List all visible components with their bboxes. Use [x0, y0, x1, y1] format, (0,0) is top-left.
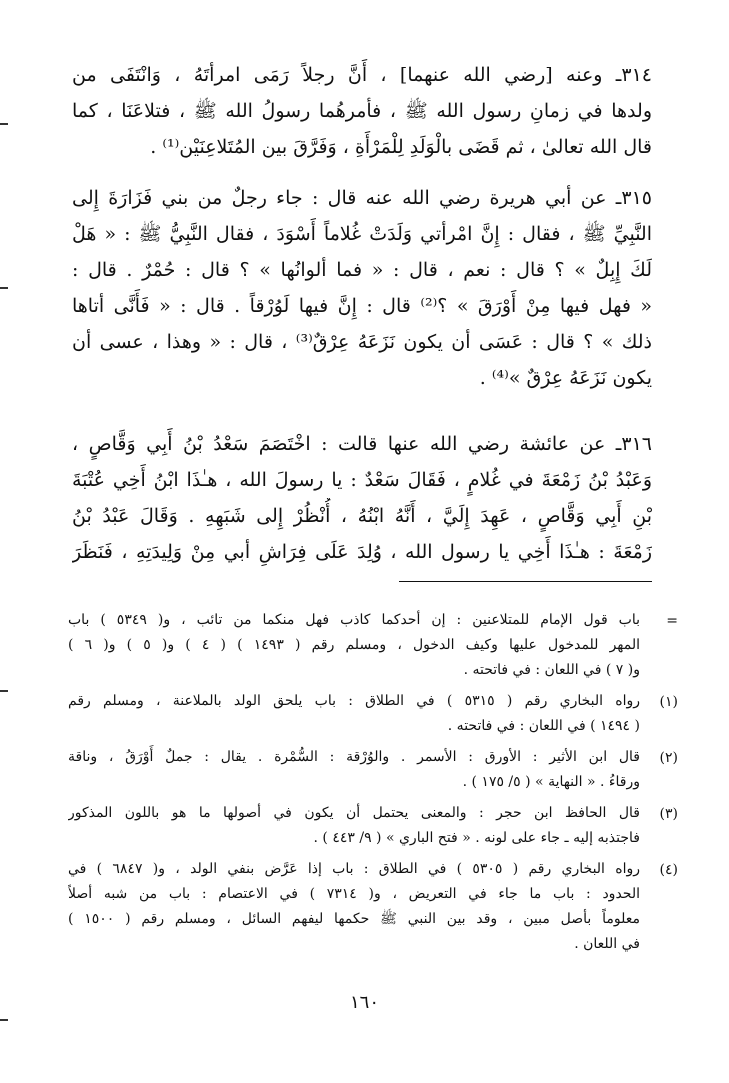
hadith-line: وَعَبْدُ بْنُ زَمْعَةَ في غُلامٍ ، فَقَالَ سَعْدٌ : يا رسولَ الله ، هـٰذَا ابْنُ أَخِي عُتْبَةَ — [72, 469, 652, 491]
footnote-3 — [68, 801, 678, 851]
page-number: ١٦٠ — [349, 992, 379, 1013]
hadith-line: ولدها في زمانِ رسول الله ﷺ ، فأمرهُما رسولُ الله ﷺ ، فتلاعَنَا ، كما — [72, 100, 652, 122]
hadith-314 — [72, 57, 652, 165]
margin-mark — [0, 1019, 8, 1021]
footnote-marker: (٤) — [659, 862, 678, 878]
footnote-marker: = — [666, 613, 678, 629]
footnote-line: المهر للمدخول عليها وكيف الدخول ، ومسلم رقم ( ١٤٩٣ ) ( ٤ ) و( ٥ ) و( ٦ ) — [68, 637, 640, 653]
footnote-line: فاجتذبه إليه ـ جاء على لونه . « فتح الباري » ( ٩/ ٤٤٣ ) . — [313, 830, 640, 846]
hadith-315 — [72, 180, 652, 396]
hadith-line: ٣١٥ـ عن أبي هريرة رضي الله عنه قال : جاء رجلٌ من بني فَزَارَةَ إِلى — [72, 187, 652, 209]
footnote-1 — [68, 689, 678, 739]
footnote-line: رواه البخاري رقم ( ٥٣٠٥ ) في الطلاق : باب إذا عَرَّض بنفي الولد ، و( ٦٨٤٧ ) في — [68, 861, 640, 877]
footnote-line: معلوماً بأصل مبين ، وقد بين النبي ﷺ حكمها ليفهم السائل ، ومسلم رقم ( ١٥٠٠ ) — [68, 911, 640, 927]
footnote-marker: (١) — [659, 694, 678, 710]
footnote-line: الحدود : باب ما جاء في التعريض ، و( ٧٣١٤ ) في الاعتصام : باب من شبه أصلاً — [68, 886, 640, 902]
hadith-line: لَكَ إِبِلٌ » ؟ قال : نعم ، قال : « فما ألوانُها » ؟ قال : حُمْرٌ . قال : — [72, 259, 652, 281]
hadith-line: بْنِ أَبِي وَقَّاصٍ ، عَهِدَ إِلَيَّ ، أَنَّهُ ابْنُهُ ، أُنْظُرْ إِلى شَبَهِهِ . وَقَالَ عَبْدُ بْنُ — [72, 505, 652, 527]
footnote-line: ( ١٤٩٤ ) في اللعان : في فاتحته . — [447, 718, 640, 734]
margin-mark — [0, 287, 8, 289]
footnote-line: ورقاءُ . « النهاية » ( ٥/ ١٧٥ ) . — [462, 774, 640, 790]
hadith-line: يكون نَزَعَهُ عِرْقٌ »⁽⁴⁾ . — [479, 367, 652, 389]
footnote-line: باب قول الإمام للمتلاعنين : إن أحدكما كاذب فهل منكما من تائب ، و( ٥٣٤٩ ) باب — [68, 612, 640, 628]
hadith-line: زَمْعَةَ : هـٰذَا أَخِي يا رسول الله ، وُلِدَ عَلَى فِرَاشِ أبي مِنْ وَلِيدَتِهِ ، فَنَظَرَ — [72, 541, 652, 563]
margin-mark — [0, 690, 8, 692]
footnote-marker: (٣) — [659, 806, 678, 822]
hadith-line: النَّبِيِّ ﷺ ، فقال : إِنَّ امْرأتي وَلَدَتْ غُلاماً أَسْوَدَ ، فقال النَّبِيُّ ﷺ : « هَلْ — [72, 223, 652, 245]
footnote-line: قال ابن الأثير : الأورق : الأسمر . والوُرْقة : السُّمْرة . يقال : جملٌ أَوْرَقُ ، وناقة — [68, 749, 640, 765]
footnote-line: و( ٧ ) في اللعان : في فاتحته . — [463, 662, 640, 678]
footnote-separator — [399, 581, 652, 582]
footnote-continued — [68, 608, 678, 683]
hadith-line: « فهل فيها مِنْ أَوْرَقَ » ؟⁽²⁾ قال : إِنَّ فيها لَوُرْقاً . قال : « فَأَنَّى أتاها — [72, 295, 652, 317]
footnote-marker: (٢) — [659, 750, 678, 766]
footnote-2 — [68, 745, 678, 795]
hadith-316 — [72, 426, 652, 570]
footnote-line: رواه البخاري رقم ( ٥٣١٥ ) في الطلاق : باب يلحق الولد بالملاعنة ، ومسلم رقم — [68, 693, 640, 709]
footnote-line: قال الحافظ ابن حجر : والمعنى يحتمل أن يكون في أصولها ما هو باللون المذكور — [68, 805, 640, 821]
footnotes — [68, 608, 678, 957]
footnote-line: في اللعان . — [574, 936, 640, 952]
hadith-line: ٣١٦ـ عن عائشة رضي الله عنها قالت : اخْتَصَمَ سَعْدُ بْنُ أَبِي وَقَّاصٍ ، — [72, 433, 652, 455]
hadith-line: قال الله تعالىٰ ، ثم قَضَى بالْوَلَدِ لِلْمَرْأَةِ ، وَفَرَّقَ بين المُتَلاعِنَيْن⁽¹⁾ . — [150, 136, 652, 158]
hadith-line: ذلك » ؟ قال : عَسَى أن يكون نَزَعَهُ عِرْقٌ⁽³⁾ ، قال : « وهذا ، عسى أن — [72, 331, 652, 353]
footnote-4 — [68, 857, 678, 957]
hadith-line: ٣١٤ـ وعنه [رضي الله عنهما] ، أَنَّ رجلاً رَمَى امرأتَهُ ، وَانْتَفَى من — [72, 64, 652, 86]
margin-mark — [0, 123, 8, 125]
